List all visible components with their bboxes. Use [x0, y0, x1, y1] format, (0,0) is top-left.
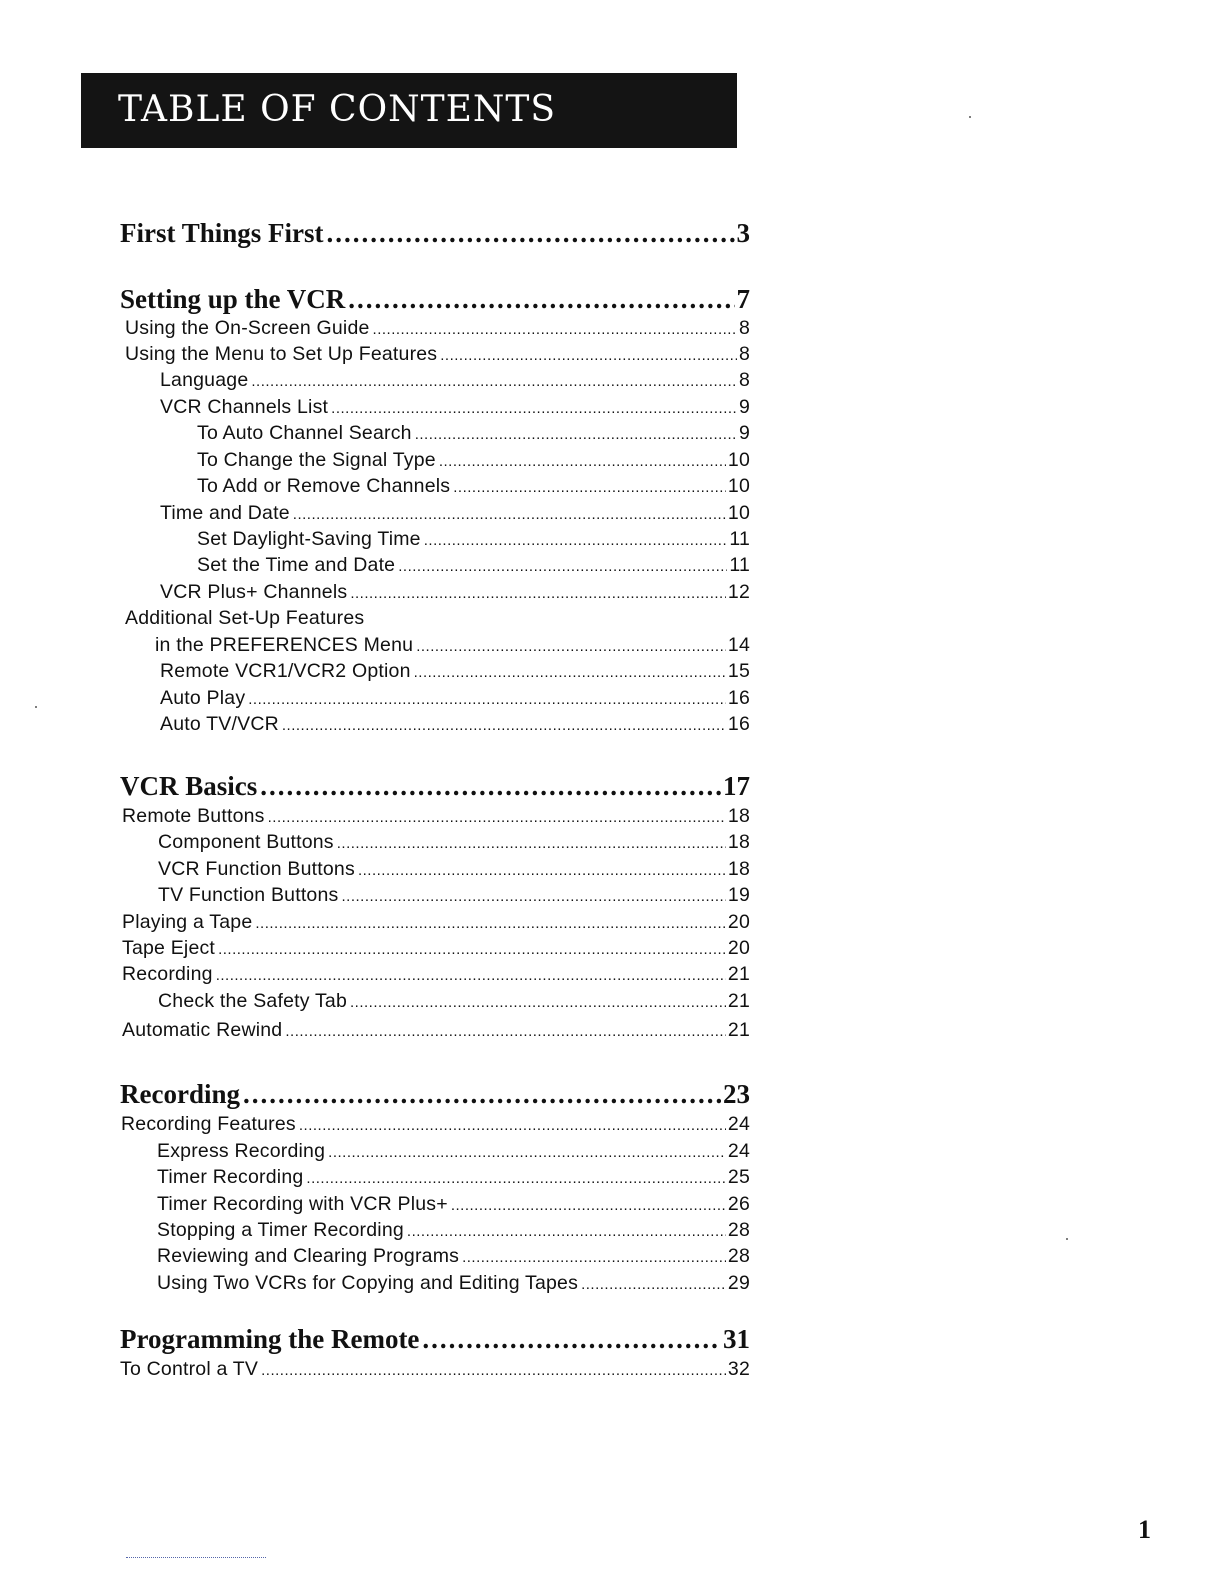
toc-entry[interactable]: Using the On-Screen Guide ..... 8 — [120, 315, 750, 341]
toc-entry[interactable]: VCR Plus+ Channels ..... 12 — [120, 579, 750, 605]
toc-entry[interactable]: Auto TV/VCR ..... 16 — [120, 711, 750, 737]
toc-entry[interactable]: VCR Channels List ..... 9 — [120, 394, 750, 420]
toc-entry[interactable]: Using the Menu to Set Up Features ..... 8 — [120, 341, 750, 367]
toc-entry[interactable]: To Add or Remove Channels ..... 10 — [120, 473, 750, 499]
toc-entry[interactable]: Timer Recording with VCR Plus+ ..... 26 — [120, 1191, 750, 1217]
toc-entry[interactable]: Recording ..... 21 — [120, 961, 750, 987]
toc-entry[interactable]: Playing a Tape ..... 20 — [120, 909, 750, 935]
toc-entry[interactable]: Automatic Rewind ..... 21 — [120, 1017, 750, 1043]
scan-speck — [969, 116, 971, 118]
toc-entry[interactable]: Remote VCR1/VCR2 Option ..... 15 — [120, 658, 750, 684]
table-of-contents — [120, 0, 750, 1585]
toc-entry[interactable]: Remote Buttons ..... 18 — [120, 803, 750, 829]
toc-entry[interactable]: Using Two VCRs for Copying and Editing Tapes ..... 29 — [120, 1270, 750, 1296]
toc-entry[interactable]: Auto Play ..... 16 — [120, 685, 750, 711]
toc-section-basics[interactable]: VCR Basics ..... 17 — [120, 769, 750, 803]
toc-entry[interactable]: Component Buttons ..... 18 — [120, 829, 750, 855]
toc-entry[interactable]: To Control a TV ..... 32 — [120, 1356, 750, 1382]
toc-entry[interactable]: Time and Date ..... 10 — [120, 500, 750, 526]
toc-entry[interactable]: VCR Function Buttons ..... 18 — [120, 856, 750, 882]
page-number: 1 — [1138, 1515, 1151, 1544]
toc-entry[interactable]: Express Recording ..... 24 — [120, 1138, 750, 1164]
toc-entry[interactable]: To Change the Signal Type ..... 10 — [120, 447, 750, 473]
toc-entry[interactable]: Reviewing and Clearing Programs ..... 28 — [120, 1243, 750, 1269]
toc-entry[interactable]: TV Function Buttons ..... 19 — [120, 882, 750, 908]
toc-section-setup[interactable]: Setting up the VCR ..... 7 — [120, 282, 750, 316]
toc-entry[interactable]: Check the Safety Tab ..... 21 — [120, 988, 750, 1014]
toc-section-recording[interactable]: Recording ..... 23 — [120, 1077, 750, 1111]
toc-entry[interactable]: Language ..... 8 — [120, 367, 750, 393]
toc-section-first-things[interactable]: First Things First ..... 3 — [120, 216, 750, 250]
toc-entry-heading: Additional Set-Up Features — [125, 607, 365, 629]
footer-rule — [126, 1557, 266, 1558]
toc-section-programming[interactable]: Programming the Remote ..... 31 — [120, 1322, 750, 1356]
toc-entry[interactable]: in the PREFERENCES Menu ..... 14 — [120, 632, 750, 658]
toc-entry[interactable]: Recording Features ..... 24 — [120, 1111, 750, 1137]
toc-entry[interactable]: To Auto Channel Search ..... 9 — [120, 420, 750, 446]
scan-speck — [35, 706, 37, 708]
toc-entry[interactable]: Timer Recording ..... 25 — [120, 1164, 750, 1190]
toc-entry[interactable]: Tape Eject ..... 20 — [120, 935, 750, 961]
scan-speck — [1066, 1238, 1068, 1240]
page-title: TABLE OF CONTENTS — [118, 89, 557, 130]
toc-entry[interactable]: Set the Time and Date ..... 11 — [120, 552, 750, 578]
toc-entry[interactable]: Stopping a Timer Recording ..... 28 — [120, 1217, 750, 1243]
toc-entry[interactable]: Set Daylight-Saving Time ..... 11 — [120, 526, 750, 552]
